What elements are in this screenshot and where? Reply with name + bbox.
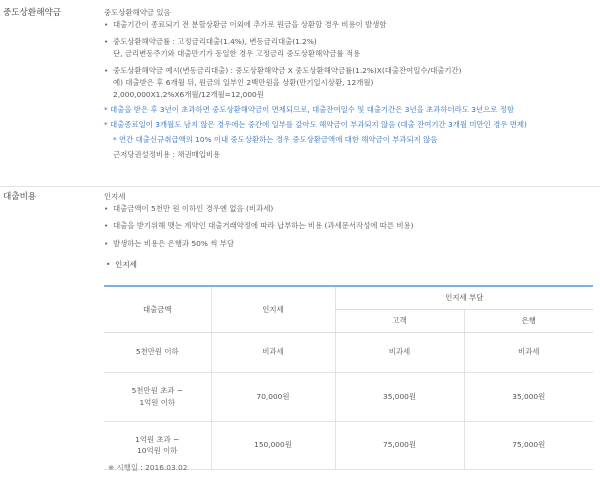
cell-bank: 35,000원	[464, 372, 593, 421]
effective-date-note: ※ 시행일 : 2016.03.02	[108, 463, 188, 472]
loan-costs-section	[0, 186, 600, 477]
bullet-icon: •	[104, 19, 109, 29]
cell-customer: 35,000원	[335, 372, 464, 421]
bullet-icon: •	[104, 66, 109, 76]
cell-customer: 비과세	[335, 332, 464, 372]
cell-bank: 75,000원	[464, 421, 593, 469]
list-item: • 중도상환해약금 예시(변동금리대출) : 중도상환해약금 X 중도상환해약금률(1.2%)X(대출잔여일수/대출기간)	[104, 66, 462, 76]
column-header-customer: 고객	[335, 309, 464, 332]
prepayment-fee-section	[0, 0, 600, 186]
list-item-continued: 예) 대출받은 후 6개월 뒤, 원금의 일부인 2백만원을 상환(만기일시상환, 12개월)	[113, 77, 374, 87]
prepayment-fee-label: 중도상환해약금	[3, 8, 62, 18]
bullet-icon: •	[104, 37, 109, 47]
prepayment-fee-exists: 중도상환해약금 있음	[104, 8, 171, 17]
column-header-stamp-tax: 인지세	[211, 286, 335, 332]
column-header-burden: 인지세 부담	[335, 286, 593, 309]
table-row	[104, 332, 593, 372]
cell-stamp-tax: 비과세	[211, 332, 335, 372]
table-row	[104, 372, 593, 421]
exemption-note: * 연간 대출신규취급액의 10% 이내 중도상환하는 경우 중도상환금액에 대한 해약금이 부과되지 않음	[113, 134, 438, 144]
stamp-tax-subheading: • 인지세	[106, 260, 138, 270]
table-row	[104, 421, 593, 469]
list-item-continued: 단, 금리변동주기와 대출만기가 동일한 경우 고정금리 중도상환해약금률 적용	[113, 48, 361, 58]
cell-stamp-tax: 150,000원	[211, 421, 335, 469]
loan-costs-label: 대출비용	[3, 192, 37, 202]
exemption-note: * 대출종료일이 3개월도 남지 않은 경우에는 중간에 일부를 갚아도 해약금이 부과되지 않음 (대출 잔여기간 3개월 미만인 경우 면제)	[104, 119, 527, 129]
prepayment-fee-content	[104, 8, 592, 162]
list-item: • 발생하는 비용은 은행과 50% 씩 부담	[104, 238, 234, 248]
bullet-icon: •	[104, 238, 109, 248]
list-item: • 대출금액이 5천만 원 이하인 경우엔 없음 (비과세)	[104, 203, 274, 213]
cell-bank: 비과세	[464, 332, 593, 372]
column-header-bank: 은행	[464, 309, 593, 332]
bullet-icon: •	[104, 203, 109, 213]
bullet-icon: •	[106, 260, 111, 270]
cell-amount: 5천만원 이하	[104, 332, 211, 372]
loan-costs-content	[104, 192, 592, 272]
list-item-continued: 2,000,000X1.2%X6개월/12개월=12,000원	[113, 89, 264, 99]
exemption-note: * 대출을 받은 후 3년이 초과하면 중도상환해약금이 면제되므로, 대출잔여일수 및 대출기간은 3년을 초과하더라도 3년으로 정함	[104, 104, 515, 114]
cell-amount: 5천만원 초과 ~ 1억원 이하	[104, 372, 211, 421]
column-header-amount: 대출금액	[104, 286, 211, 332]
cell-customer: 75,000원	[335, 421, 464, 469]
cell-stamp-tax: 70,000원	[211, 372, 335, 421]
stamp-tax-table	[104, 285, 593, 470]
list-item: • 중도상환해약금률 : 고정금리대출(1.4%), 변동금리대출(1.2%)	[104, 37, 317, 47]
bullet-icon: •	[104, 221, 109, 231]
stamp-tax-heading: 인지세	[104, 192, 126, 201]
list-item: • 대출기간이 종료되기 전 분할상환금 이외에 추가로 원금을 상환할 경우 비용이 발생함	[104, 19, 387, 29]
list-item: • 대출을 받기위해 맺는 계약인 대출거래약정에 따라 납부하는 비용 (과세문서작성에 따른 비용)	[104, 221, 414, 231]
mortgage-cost-line: 근저당권설정비용 : 채권매입비용	[113, 149, 221, 159]
cell-amount: 1억원 초과 ~ 10억원 이하	[104, 421, 211, 469]
